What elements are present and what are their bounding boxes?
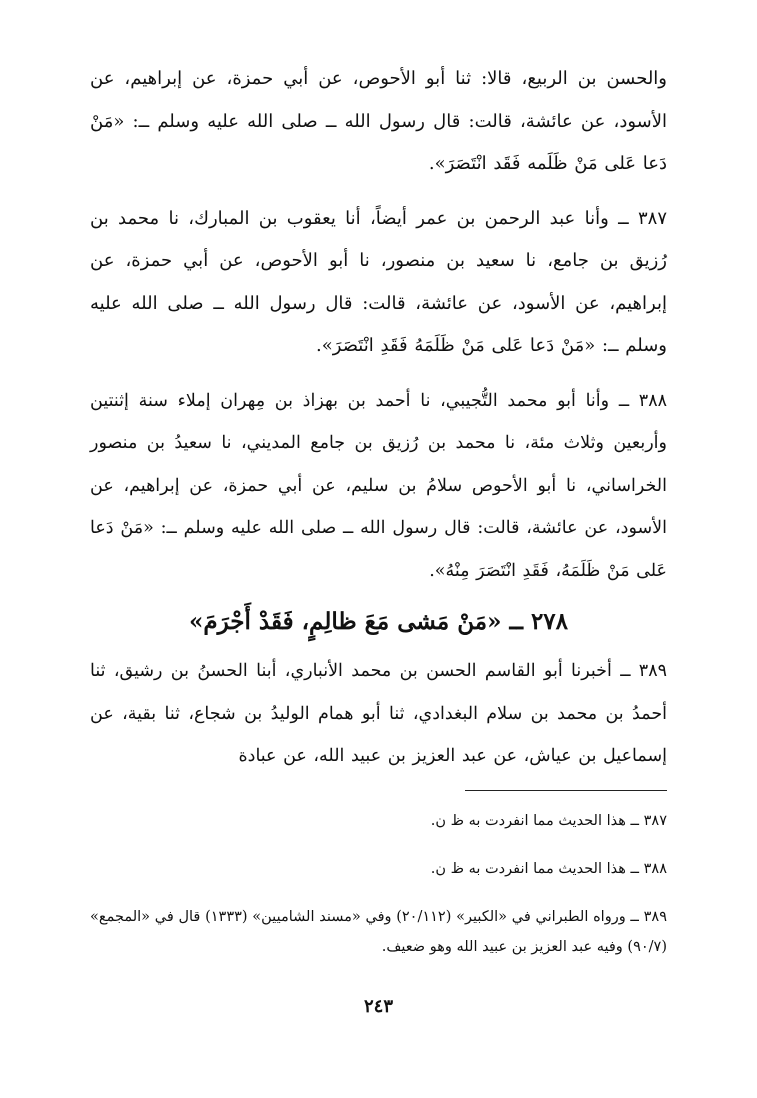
footnote-388: ٣٨٨ ــ هذا الحديث مما انفردت به ظ ن. [430, 861, 667, 877]
paragraph-hadith-386-end: والحسن بن الربيع، قالا: ثنا أبو الأحوص، عن أبي حمزة، عن إبراهيم، عن الأسود، عن عائشة، قالت: قال رسول الله ــ صلى الله عليه وسلم ــ: «مَنْ دَعا عَلى مَنْ ظَلَمه فَقَد انْتَصَرَ». [90, 68, 667, 174]
footnote-divider [465, 790, 667, 791]
paragraph-gap [90, 368, 667, 380]
paragraph-hadith-387: ٣٨٧ ــ وأنا عبد الرحمن بن عمر أيضاً، أنا يعقوب بن المبارك، نا محمد بن رُزيق بن جامع، نا سعيد بن منصور، نا أبو الأحوص، عن أبي حمزة، عن إبراهيم، عن الأسود، عن عائشة، قالت: قال رسول الله ــ صلى الله عليه وسلم ــ: «مَنْ دَعا عَلى مَنْ ظَلَمَهُ فَقَدِ انْتَصَرَ». [90, 207, 667, 356]
page-body [90, 58, 667, 778]
page-number: ٢٤٣ [363, 996, 393, 1017]
footnote-389: ٣٨٩ ــ ورواه الطبراني في «الكبير» (٢٠/١١٢) وفي «مسند الشاميين» (١٣٣٣) قال في «المجمع» (٩٠/٧) وفيه عبد العزيز بن عبيد الله وهو ضعيف. [90, 909, 668, 955]
paragraph-gap [90, 186, 667, 198]
paragraph-hadith-388: ٣٨٨ ــ وأنا أبو محمد التُّجيبي، نا أحمد بن بهزاذ بن مِهران إملاء سنة إثنتين وأربعين وثلاث مئة، نا محمد بن رُزيق بن جامع المديني، نا سعيدُ بن منصور الخراساني، نا أبو الأحوص سلامُ بن سليم، عن أبي حمزة، عن إبراهيم، عن الأسود، عن عائشة، قالت: قال رسول الله ــ صلى الله عليه وسلم ــ: «مَنْ دَعا عَلى مَنْ ظَلَمَهُ، فَقَدِ انْتَصَرَ مِنْهُ». [90, 390, 667, 581]
section-heading: ٢٧٨ ــ «مَنْ مَشى مَعَ ظالِمٍ، فَقَدْ أَجْرَمَ» [188, 608, 569, 635]
paragraph-hadith-389: ٣٨٩ ــ أخبرنا أبو القاسم الحسن بن محمد الأنباري، أبنا الحسنُ بن رشيق، ثنا أحمدُ بن محمد بن سلام البغدادي، ثنا أبو همام الوليدُ بن شجاع، ثنا بقية، عن إسماعيل بن عياش، عن عبد العزيز بن عبيد الله، عن عبادة [90, 661, 667, 766]
footnotes [90, 806, 667, 980]
footnote-387: ٣٨٧ ــ هذا الحديث مما انفردت به ظ ن. [430, 813, 667, 829]
